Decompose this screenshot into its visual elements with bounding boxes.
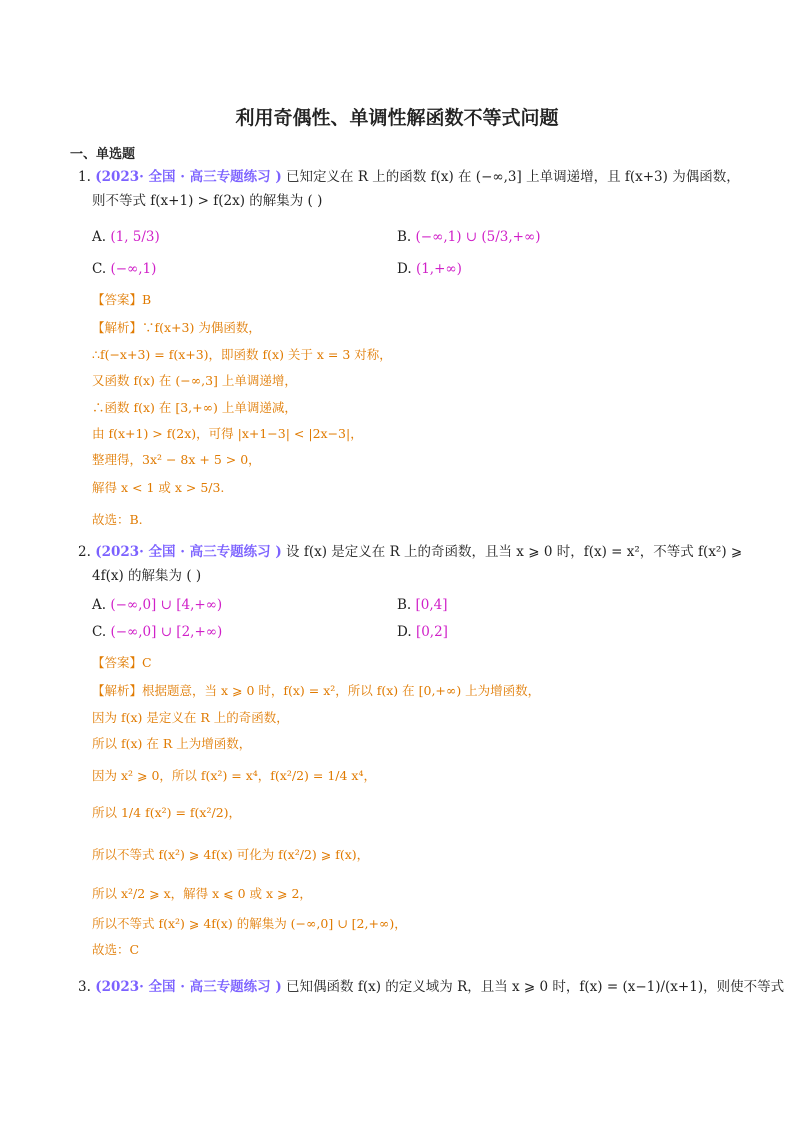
question-source: (2023· 全国 · 高三专题练习 ) [95,544,282,560]
explanation-line: 整理得，3x² − 8x + 5 > 0， [92,452,261,467]
explanation-line: 所以 x²/2 ⩾ x，解得 x ⩽ 0 或 x ⩾ 2， [92,886,312,901]
explanation-line: 解得 x < 1 或 x > 5/3. [92,480,225,495]
option-label: C. [92,624,107,640]
question-text: 已知偶函数 f(x) 的定义域为 R，且当 x ⩾ 0 时，f(x) = (x−1)/(x+1)，则使不等式 [286,979,785,995]
question-text: 设 f(x) 是定义在 R 上的奇函数，且当 x ⩾ 0 时，f(x) = x²，不等式 f(x²) ⩾ [286,544,743,560]
explanation-line: 所以不等式 f(x²) ⩾ 4f(x) 可化为 f(x²/2) ⩾ f(x)， [92,847,370,862]
option-label: D. [397,261,412,277]
explanation-line: 又函数 f(x) 在 (−∞,3] 上单调递增， [92,373,297,388]
explanation-line: ∴f(−x+3) = f(x+3)，即函数 f(x) 关于 x = 3 对称， [92,347,392,362]
option-b [397,597,448,613]
explanation-line: 因为 x² ⩾ 0，所以 f(x²) = x⁴，f(x²/2) = 1/4 x⁴， [92,768,376,783]
explanation-line: ∴函数 f(x) 在 [3,+∞) 上单调递减， [92,400,297,415]
option-value: (−∞,1) ∪ (5/3,+∞) [415,229,541,245]
option-value: [0,4] [415,597,448,613]
option-label: D. [397,624,412,640]
question-number: 1. [78,169,91,185]
answer-label: 【答案】C [92,655,152,670]
option-d [397,261,462,277]
question-2-line-1 [78,540,742,564]
option-a [92,229,160,245]
question-3-line-1 [78,975,784,999]
explanation-line: 所以不等式 f(x²) ⩾ 4f(x) 的解集为 (−∞,0] ∪ [2,+∞)， [92,916,407,931]
explanation-line: 【解析】∵f(x+3) 为偶函数， [92,320,261,335]
option-value: (−∞,1) [110,261,157,277]
question-text: 已知定义在 R 上的函数 f(x) 在 (−∞,3] 上单调递增，且 f(x+3) 为偶函数， [286,169,740,185]
option-label: B. [397,597,412,613]
explanation-line: 因为 f(x) 是定义在 R 上的奇函数， [92,710,289,725]
section-heading: 一、单选题 [70,147,136,162]
explanation-line: 所以 1/4 f(x²) = f(x²/2)， [92,805,242,820]
option-value: [0,2] [415,624,448,640]
question-1-line-1 [78,165,740,189]
question-number: 2. [78,544,91,560]
explanation-line: 由 f(x+1) > f(2x)，可得 |x+1−3| < |2x−3|， [92,426,363,441]
question-1-line-2: 则不等式 f(x+1) > f(2x) 的解集为 ( ) [92,193,323,209]
question-source: (2023· 全国 · 高三专题练习 ) [95,169,282,185]
option-label: A. [92,597,107,613]
answer-label: 【答案】B [92,292,152,307]
question-2-line-2: 4f(x) 的解集为 ( ) [92,568,202,584]
option-value: (1, 5/3) [110,229,160,245]
explanation-line: 故选：C [92,942,140,957]
option-label: C. [92,261,107,277]
explanation-line: 故选：B. [92,512,143,527]
option-value: (−∞,0] ∪ [2,+∞) [110,624,223,640]
question-number: 3. [78,979,91,995]
option-label: B. [397,229,412,245]
option-d [397,624,448,640]
option-c [92,624,222,640]
explanation-line: 所以 f(x) 在 R 上为增函数， [92,736,252,751]
option-value: (−∞,0] ∪ [4,+∞) [110,597,223,613]
explanation-line: 【解析】根据题意，当 x ⩾ 0 时，f(x) = x²，所以 f(x) 在 [0,+∞) 上为增函数， [92,683,541,698]
page-title: 利用奇偶性、单调性解函数不等式问题 [235,107,559,129]
question-source: (2023· 全国 · 高三专题练习 ) [95,979,282,995]
option-b [397,229,541,245]
option-c [92,261,156,277]
option-a [92,597,222,613]
option-value: (1,+∞) [415,261,462,277]
option-label: A. [92,229,107,245]
